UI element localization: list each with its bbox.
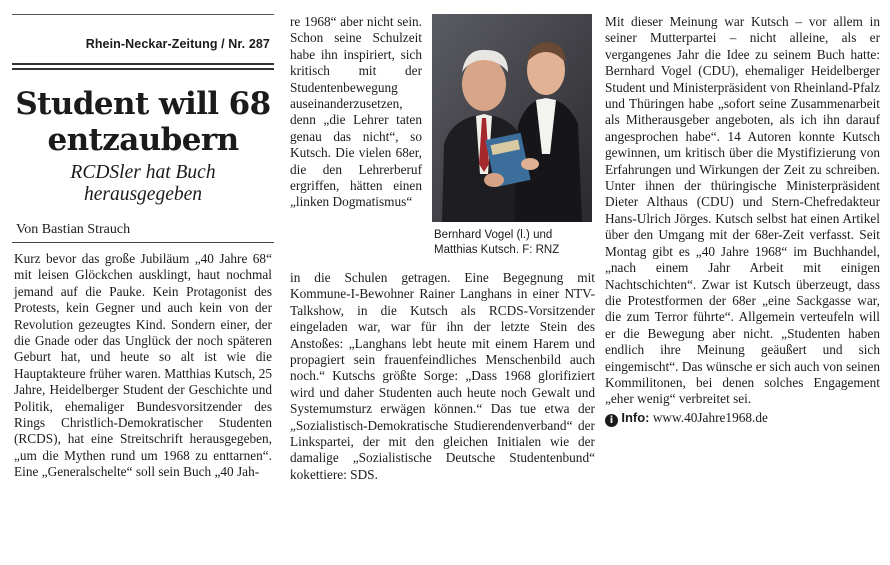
headline — [12, 86, 274, 158]
article-column-2-lower — [290, 270, 595, 483]
article-text-col4: Mit dieser Meinung war Kutsch – vor allem in seiner Mutterpartei – nicht alleine, als er vergangenes Jahr die Idee zu seinem Buch hatte: Bernhard Vogel (CDU), ehemaliger Heidelberger Student und Ministerpräsident von Rheinland-Pfalz und Thüringen habe „sofort seine Zusammenarbeit als Mitherausgeber angeboten, als ich ihn darauf angesprochen habe“. 14 Autoren konnte Kutsch gewinnen, um kritisch über die Mystifizierung von Erfahrungen und Wirkungen der Zeit zu schreiben. Unter ihnen der thüringische Ministerpräsident Dieter Althaus (CDU) und Stern-Chefredakteur Hans-Ulrich Jörges. Kutsch selbst hat einen Artikel über den Umgang mit der 68er-Zeit verfasst. Seit Montag gibt es „40 Jahre 1968“ im Buchhandel, „nach einem Jahr Arbeit mit einigen Nachtschichten“. Zwar ist Kutsch überzeugt, dass die Protestformen der 68er „eine Sackgasse war, die zum Terror führte“. Allgemein verteufeln will er die Bewegung aber nicht. „Studenten haben endlich ihre Meinung geäußert und sich eingemischt“. Das wünsche er sich auch von seinen Kommilitonen, bei denen solches Engagement „eher wenig“ verbreitet sei. — [605, 14, 880, 407]
subheadline: RCDSler hat Buch herausgegeben — [70, 162, 216, 205]
photo-caption: Bernhard Vogel (l.) und Matthias Kutsch. F: RNZ — [434, 229, 560, 256]
article-text-col2-upper: re 1968“ aber nicht sein. Schon seine Schulzeit habe ihn inspiriert, sich kritisch mit der Studentenbewegung auseinanderzusetzen, denn „die Lehrer taten genau das nicht“, so Kutsch. Die vielen 68er, die den Lehrerberuf ergriffen, hätten einen „linken Dogmatismus“ — [290, 14, 422, 210]
headline-line-2: entzaubern — [47, 122, 239, 158]
headline-line-1: Student will 68 — [15, 86, 271, 122]
masthead: Rhein-Neckar-Zeitung / Nr. 287 — [85, 37, 270, 51]
article-column-2-upper — [290, 14, 422, 211]
info-icon: i — [605, 414, 618, 427]
masthead-rule — [12, 63, 274, 70]
article-text-col2-lower: in die Schulen getragen. Eine Begegnung mit Kommune-I-Bewohner Rainer Langhans in einer NTV-Talkshow, in die Kutsch als RCDS-Vorsitzender eingeladen war, war für ihn der letzte Stein des Anstoßes: „Langhans lebt heute mit einem Harem und propagiert sein frauenfeindliches Menschenbild auch noch.“ Kutschs größte Sorge: „Dass 1968 glorifiziert wird und daher Studenten auch heute noch Gewalt und Systemumsturz erwägen können.“ Das tue etwa der „Sozialistisch-Demokratische Studierendenverband“ der Linkspartei, der mit den gleichen Initialen wie der damalige „Sozialistische Deutsche Studentenbund“ kokettiere: SDS. — [290, 270, 595, 482]
info-label: Info: — [621, 409, 650, 425]
info-line — [605, 410, 880, 427]
info-url: www.40Jahre1968.de — [652, 409, 768, 425]
byline: Von Bastian Strauch — [12, 218, 274, 243]
photo-image — [432, 14, 592, 222]
photo-block — [432, 14, 594, 258]
article-text-col1: Kurz bevor das große Jubiläum „40 Jahre 68“ mit leisen Glöckchen ausklingt, haut nochmal jemand auf die Pauke. Kein Protagonist des Protests, kein Gegner und auch kein von der Revolution gezeugtes Kind. Sondern einer, der die Gnade oder das Unglück der noch späteren Geburt hat, und heute so alt ist wie die Hauptakteure früher waren. Matthias Kutsch, 25 Jahre, Heidelberger Student der Geschichte und Politik, ehemaliger Bundesvorsitzender des Rings Christlich-Demokratischer Studenten (RCDS), hat eine Streitschrift herausgegeben, „um die Mythen rund um 1968 zu enttarnen“. Eine „Generalschelte“ soll sein Buch „40 Jah- — [14, 251, 272, 480]
photo — [432, 14, 592, 222]
article-column-4 — [605, 14, 880, 427]
lead-column — [12, 14, 274, 481]
